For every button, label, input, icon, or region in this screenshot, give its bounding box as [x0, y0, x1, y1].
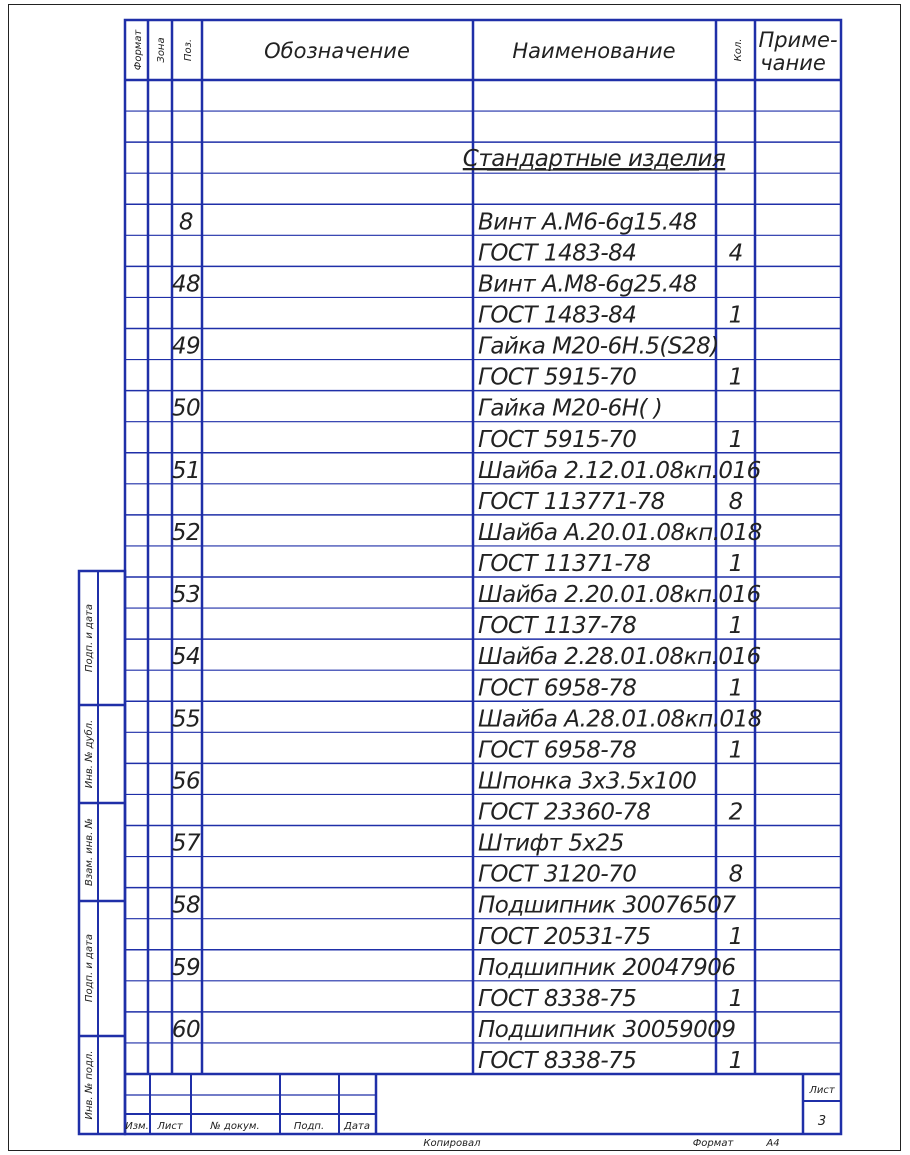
row-position: 60 — [171, 1016, 201, 1043]
table-row — [478, 986, 743, 1012]
row-name: Шайба А.20.01.08кп.018 — [478, 519, 762, 546]
tb-list: Лист — [157, 1121, 183, 1132]
header-pos: Поз. — [183, 38, 194, 62]
stamp-inv-dubl: Инв. № дубл. — [84, 719, 95, 789]
row-name: ГОСТ 1137-78 — [478, 613, 637, 640]
row-quantity: 8 — [728, 488, 744, 515]
table-header — [133, 28, 838, 75]
row-name: ГОСТ 6958-78 — [478, 675, 637, 702]
stamp-podp-data-2: Подп. и дата — [84, 933, 95, 1003]
row-name: ГОСТ 20531-75 — [478, 923, 651, 950]
table-row — [172, 271, 697, 297]
table-row — [478, 551, 743, 577]
row-position: 52 — [171, 519, 201, 546]
tb-sheet-number: 3 — [817, 1114, 827, 1129]
table-row — [478, 303, 743, 329]
row-name: ГОСТ 3120-70 — [478, 861, 637, 888]
footer-format-label: Формат — [692, 1138, 734, 1149]
table-row — [478, 1048, 743, 1074]
row-quantity: 8 — [728, 861, 744, 888]
row-position: 55 — [171, 706, 201, 733]
row-name: Шайба 2.28.01.08кп.016 — [478, 644, 761, 671]
stamp-vzam-inv: Взам. инв. № — [84, 818, 95, 886]
table-row — [172, 334, 719, 360]
footer-copied: Копировал — [423, 1138, 481, 1149]
table-row — [172, 520, 762, 546]
tb-sheet-label: Лист — [809, 1085, 835, 1096]
table-row — [172, 582, 761, 608]
tb-izm: Изм. — [125, 1121, 149, 1132]
table-row — [478, 924, 743, 950]
row-quantity: 1 — [728, 302, 744, 329]
table-row — [172, 955, 736, 981]
stamp-podp-data-1: Подп. и дата — [84, 603, 95, 673]
row-position: 48 — [171, 271, 201, 298]
row-name: Подшипник 30059009 — [478, 1016, 736, 1043]
table-row — [478, 675, 743, 701]
row-quantity: 1 — [728, 613, 744, 640]
row-position: 59 — [171, 954, 201, 981]
row-quantity: 1 — [728, 364, 744, 391]
row-position: 50 — [171, 395, 201, 422]
row-quantity: 2 — [728, 799, 744, 826]
tb-doc-no: № докум. — [210, 1121, 260, 1132]
table-row — [172, 1017, 736, 1043]
tb-podp: Подп. — [293, 1121, 325, 1132]
row-position: 53 — [171, 582, 201, 609]
row-position: 54 — [171, 644, 201, 671]
row-name: ГОСТ 5915-70 — [478, 364, 637, 391]
table-row — [172, 706, 762, 732]
tb-data: Дата — [344, 1121, 370, 1132]
row-quantity: 1 — [728, 985, 744, 1012]
row-quantity: 1 — [728, 1048, 744, 1074]
stamp-inv-podl: Инв. № подл. — [84, 1050, 95, 1120]
row-position: 49 — [171, 333, 201, 360]
row-position: 56 — [171, 768, 201, 795]
row-name: Штифт 5х25 — [478, 830, 624, 857]
row-quantity: 4 — [728, 240, 744, 267]
header-designation: Обозначение — [264, 39, 410, 63]
header-name: Наименование — [512, 39, 676, 63]
row-name: Подшипник 20047906 — [478, 954, 736, 981]
header-zone: Зона — [156, 37, 167, 63]
table-row — [179, 209, 697, 235]
row-name: Шайба 2.12.01.08кп.016 — [478, 457, 761, 484]
table-row — [478, 427, 743, 453]
row-name: Подшипник 30076507 — [478, 892, 736, 919]
footer — [423, 1138, 779, 1149]
row-name: Винт А.М6-6g15.48 — [478, 209, 697, 236]
row-quantity: 1 — [728, 675, 744, 702]
table-row — [478, 240, 743, 266]
row-name: ГОСТ 23360-78 — [478, 799, 651, 826]
row-name: Винт А.М8-6g25.48 — [478, 271, 697, 298]
row-name: ГОСТ 8338-75 — [478, 1048, 637, 1074]
header-note-line1: Приме- — [758, 28, 838, 52]
table-row — [478, 365, 743, 391]
table-row — [478, 489, 743, 515]
section-title: Стандартные изделия — [462, 146, 726, 172]
row-position: 57 — [171, 830, 201, 857]
table-row — [172, 458, 761, 484]
row-name: Шайба А.28.01.08кп.018 — [478, 706, 762, 733]
table-row — [172, 396, 662, 422]
row-quantity: 1 — [728, 737, 744, 764]
row-quantity: 1 — [728, 426, 744, 453]
table-body — [172, 209, 762, 1074]
row-quantity: 1 — [728, 551, 744, 577]
table-row — [478, 862, 743, 888]
row-name: Гайка М20-6Н.5(S28) — [478, 333, 719, 360]
side-stamp-labels — [83, 604, 95, 1120]
header-qty: Кол. — [733, 38, 744, 62]
row-name: ГОСТ 1483-84 — [478, 240, 637, 267]
table-row — [172, 644, 761, 670]
row-name: ГОСТ 113771-78 — [478, 488, 665, 515]
row-quantity: 1 — [728, 923, 744, 950]
row-name: ГОСТ 6958-78 — [478, 737, 637, 764]
row-position: 51 — [171, 457, 201, 484]
row-position: 58 — [171, 892, 201, 919]
row-name: Шайба 2.20.01.08кп.016 — [478, 582, 761, 609]
footer-format-value: А4 — [766, 1138, 780, 1149]
header-note-line2: чание — [760, 51, 826, 75]
row-name: ГОСТ 5915-70 — [478, 426, 637, 453]
row-position: 8 — [178, 209, 194, 236]
table-row — [172, 893, 737, 919]
table-row — [478, 737, 743, 763]
row-name: ГОСТ 8338-75 — [478, 985, 637, 1012]
row-name: Шпонка 3х3.5х100 — [478, 768, 697, 795]
table-row — [172, 831, 624, 857]
header-format: Формат — [133, 29, 144, 71]
table-row — [478, 613, 743, 639]
row-name: ГОСТ 1483-84 — [478, 302, 637, 329]
table-row — [478, 800, 743, 826]
row-name: Гайка М20-6Н( ) — [478, 395, 663, 422]
table-row — [172, 768, 697, 794]
row-name: ГОСТ 11371-78 — [478, 551, 651, 577]
title-block-labels — [125, 1085, 836, 1132]
